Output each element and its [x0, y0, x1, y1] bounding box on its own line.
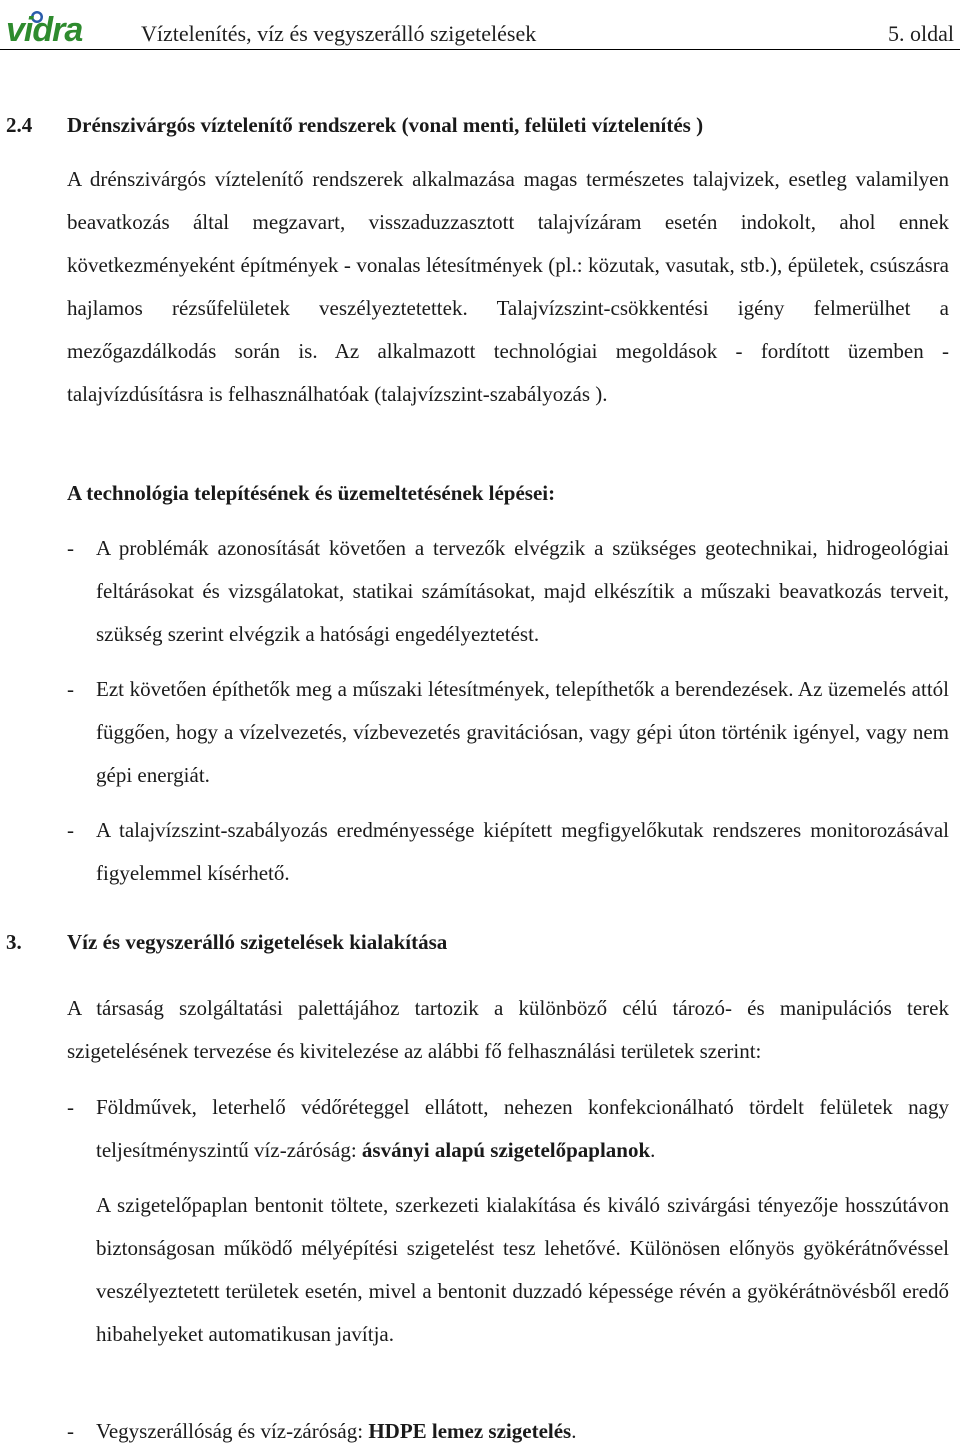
list-dash: -	[67, 677, 74, 701]
list-item-text: Földművek, leterhelő védőréteggel ellátott, nehezen konfekcionálható tördelt felületek nagy teljesítményszintű víz-záróság:	[96, 1095, 949, 1162]
list-item: A talajvízszint-szabályozás eredményessége kiépített megfigyelőkutak rendszeres monitorozásával figyelemmel kísérhető.	[96, 818, 949, 885]
page-header	[0, 0, 960, 52]
list-item-emphasis: ásványi alapú szigetelőpaplanok	[361, 1138, 651, 1162]
list-item-detail-paragraph: A szigetelőpaplan bentonit töltete, szerkezeti kialakítása és kiváló szivárgási tényezője hosszútávon biztonságosan működő mélyépítési szigetelést tesz lehetővé. Különösen előnyös gyökérátnővéssel veszélyeztetett területek esetén, mivel a bentonit duzzadó képessége révén a gyökérátnövésből eredő hibahelyeket automatikusan javítja.	[96, 1193, 949, 1346]
steps-heading: A technológia telepítésének és üzemeltetésének lépései:	[67, 481, 556, 505]
page-number: 5. oldal	[888, 21, 954, 46]
svg-text:vidra: vidra	[6, 11, 83, 46]
section-title: Drénszivárgós víztelenítő rendszerek (vonal menti, felületi víztelenítés )	[67, 113, 704, 137]
list-dash: -	[67, 1419, 74, 1443]
section-intro-paragraph: A társaság szolgáltatási palettájához tartozik a különböző célú tározó- és manipulációs terek szigetelésének tervezése és kivitelezése az alábbi fő felhasználási területek szerint:	[67, 996, 949, 1063]
list-item-end: .	[571, 1419, 577, 1443]
list-dash: -	[67, 536, 74, 560]
list-item	[96, 1410, 949, 1453]
list-item-end: .	[650, 1138, 656, 1162]
list-item: A problémák azonosítását követően a tervezők elvégzik a szükséges geotechnikai, hidrogeológiai feltárásokat és vizsgálatokat, statikai számításokat, majd elkészítik a műszaki beavatkozás terveit, szükség szerint elvégzik a hatósági engedélyeztetést.	[96, 536, 949, 646]
list-item: Ezt követően építhetők meg a műszaki létesítmények, telepíthetők a berendezések. Az üzemelés attól függően, hogy a vízelvezetés, vízbevezetés gravitációsan, vagy gépi úton történik igényel, vagy nem gépi energiát.	[96, 677, 949, 787]
list-dash: -	[67, 818, 74, 842]
section-number: 3.	[6, 930, 22, 954]
list-item-emphasis: HDPE lemez szigetelés	[368, 1419, 572, 1443]
section-title: Víz és vegyszerálló szigetelések kialakítása	[67, 930, 448, 954]
list-item	[96, 1086, 949, 1172]
list-dash: -	[67, 1095, 74, 1119]
header-title: Víztelenítés, víz és vegyszerálló szigetelések	[141, 21, 537, 46]
list-item-text: Vegyszerállóság és víz-záróság:	[96, 1419, 369, 1443]
vidra-logo	[6, 6, 110, 46]
section-intro-paragraph: A drénszivárgós víztelenítő rendszerek alkalmazása magas természetes talajvizek, esetleg valamilyen beavatkozás által megzavart, visszaduzzasztott talajvízáram esetén indokolt, ahol ennek következményeként építmények - vonalas létesítmények (pl.: közutak, vasutak, stb.), épületek, csúszásra hajlamos rézsűfelületek veszélyeztetettek. Talajvízszint-csökkentési igény felmerülhet a mezőgazdálkodás során is. Az alkalmazott technológiai megoldások - fordított üzemben - talajvízdúsításra is felhasználhatóak (talajvízszint-szabályozás ).	[67, 167, 949, 406]
section-number: 2.4	[6, 113, 33, 137]
header-divider	[0, 49, 960, 50]
